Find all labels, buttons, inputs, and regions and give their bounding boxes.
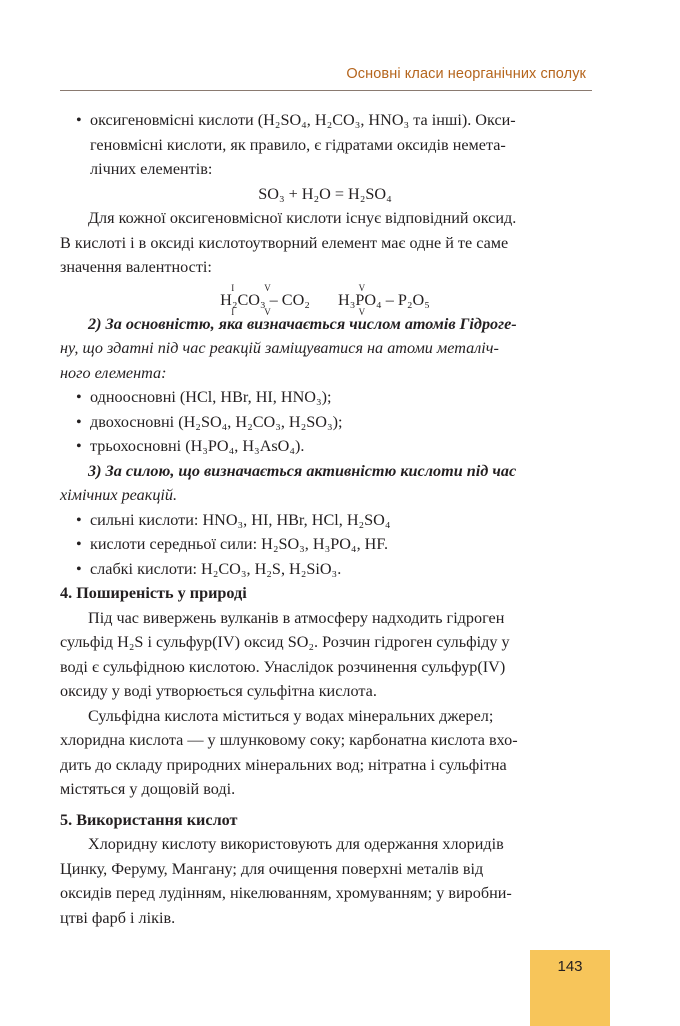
oxy-para-line3: значення валентності: [60, 258, 212, 276]
page-number-tab [530, 950, 610, 1026]
bullet-dot: • [76, 412, 82, 431]
chapter-title: Основні класи неорганічних сполук [346, 66, 586, 82]
oxy-para-line1: Для кожної оксигеновмісної кислоти існує відповідний оксид. [88, 209, 517, 227]
acid-oxide-pairs [60, 280, 590, 317]
s4-p1-line2: сульфід H₂S і сульфур(IV) оксид SO₂. Розчин гідроген сульфіду у [60, 633, 510, 651]
list-item-text: кислоти середньої сили: H₂SO₃, H₃PO₄, HF. [90, 535, 389, 553]
pair-phosphate [338, 280, 430, 317]
section-heading: 4. Поширеність у природі [60, 584, 247, 602]
page-body [60, 108, 590, 930]
formula-pair: H₂CO₃ – CO₂ [220, 290, 310, 309]
valence-label: V V [358, 282, 414, 317]
oxy-bullet-line1: оксигеновмісні кислоти (H₂SO₄, H₂CO₃, HNO₃ та інші). Окси- [90, 111, 516, 129]
list-item [60, 410, 590, 435]
s4-p1-line3: воді є сульфідною кислотою. Унаслідок розчинення сульфур(IV) [60, 657, 506, 676]
strength-heading-line2: хімічних реакцій. [60, 486, 178, 504]
s5-p1-line1: Хлоридну кислоту використовують для одержання хлоридів [88, 835, 504, 853]
s5-p1-line3: оксидів перед лудінням, нікелюванням, хромуванням; у виробни- [60, 884, 512, 902]
equation: SO₃ + H₂O = H₂SO₄ [258, 184, 392, 203]
basicity-heading-line1: 2) За основністю, яка визначається числом атомів Гідроге- [88, 314, 517, 333]
bullet-dot: • [76, 111, 82, 129]
valence-label: IV IV [231, 282, 301, 317]
header-divider [60, 90, 592, 91]
bullet-dot: • [76, 437, 82, 455]
basicity-heading-line3: ного елемента: [60, 363, 167, 382]
list-item [60, 385, 590, 410]
list-item-text: слабкі кислоти: H₂CO₃, H₂S, H₂SiO₃. [90, 559, 342, 578]
bullet-dot: • [76, 388, 82, 406]
list-item [60, 434, 590, 459]
list-item [60, 508, 590, 533]
formula-pair: H₃PO₄ – P₂O₅ [338, 290, 430, 309]
running-header [0, 58, 592, 96]
s5-p1-line4: цтві фарб і ліків. [60, 908, 176, 927]
page-number: 143 [557, 958, 583, 975]
bullet-dot: • [76, 535, 82, 553]
list-item [60, 532, 590, 557]
strength-heading-line1: 3) За силою, що визначається активністю кислоти під час [88, 461, 517, 480]
list-item-text: трьохосновні (H₃PO₄, H₃AsO₄). [90, 437, 305, 455]
s4-p1-line1: Під час вивержень вулканів в атмосферу надходить гідроген [88, 608, 505, 627]
s4-p2-line3: дить до складу природних мінеральних вод; нітратна і сульфітна [60, 755, 507, 774]
oxy-bullet-cont [60, 133, 590, 158]
s4-p2-line2: хлоридна кислота — у шлунковому соку; карбонатна кислота вхо- [60, 731, 518, 749]
list-item-text: двохосновні (H₂SO₄, H₂CO₃, H₂SO₃); [90, 412, 343, 431]
oxy-bullet-line2: геновмісні кислоти, як правило, є гідратами оксидів немета- [90, 135, 506, 154]
pair-carbonate [220, 280, 310, 317]
bullet-dot: • [76, 559, 82, 578]
bullet-dot: • [76, 510, 82, 529]
list-item-text: сильні кислоти: HNO₃, HI, HBr, HCl, H₂SO₄ [90, 510, 391, 529]
s5-p1-line2: Цинку, Феруму, Мангану; для очищення поверхні металів від [60, 859, 484, 878]
list-item [60, 557, 590, 582]
s4-p1-line4: оксиду у воді утворюється сульфітна кислота. [60, 682, 377, 700]
s4-p2-line4: містяться у дощовій воді. [60, 780, 236, 798]
oxy-para-line2: В кислоті і в оксиді кислотоутворний елемент має одне й те саме [60, 233, 509, 252]
s4-p2-line1: Сульфідна кислота міститься у водах мінеральних джерел; [88, 706, 494, 725]
list-item-text: одноосновні (HCl, HBr, HI, HNO₃); [90, 388, 332, 406]
oxy-bullet-line3: лічних елементів: [90, 160, 213, 178]
oxy-bullet [60, 108, 590, 133]
section-heading: 5. Використання кислот [60, 810, 238, 829]
oxy-bullet-cont [60, 157, 590, 182]
basicity-heading-line2: ну, що здатні під час реакцій заміщуватися на атоми металіч- [60, 339, 499, 357]
